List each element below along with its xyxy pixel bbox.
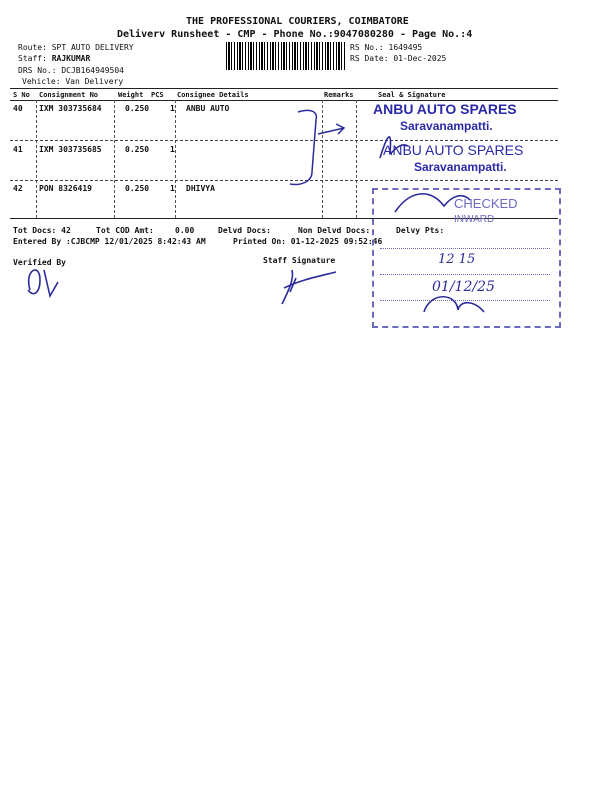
- staff-signature-label: Staff Signature: [263, 256, 336, 265]
- tot-docs: Tot Docs: 42: [13, 226, 71, 235]
- drs-label: DRS No.:: [18, 66, 57, 75]
- non-delvd-docs: Non Delvd Docs:: [298, 226, 371, 235]
- col-weight: Weight: [118, 91, 144, 99]
- row-sno: 40: [13, 104, 23, 113]
- row-consignee: ANBU AUTO: [186, 104, 230, 113]
- staff-label: Staff:: [18, 54, 47, 63]
- route: Route: SPT AUTO DELIVERY: [18, 43, 134, 52]
- rs-number: RS No.: 1649495: [350, 43, 423, 52]
- entered-by: Entered By :CJBCMP 12/01/2025 8:42:43 AM: [13, 237, 206, 246]
- col-seal: Seal & Signature: [378, 91, 446, 99]
- delvd-docs: Delvd Docs:: [218, 226, 271, 235]
- row-pcs: 1: [170, 104, 175, 113]
- staff-name: RAJKUMAR: [51, 54, 91, 63]
- staff-signature: [282, 270, 336, 304]
- tot-cod-label: Tot COD Amt:: [96, 226, 154, 235]
- arrow-mark: [318, 124, 344, 134]
- col-consignee: Consignee Details: [177, 91, 249, 99]
- runsheet-subtitle: Deliverv Runsheet - CMP - Phone No.:9047080280 - Page No.:4: [117, 29, 473, 40]
- tot-cod-value: 0.00: [175, 226, 195, 235]
- verified-by-signature: [28, 270, 58, 296]
- row-weight: 0.250: [125, 184, 150, 193]
- col-pcs: PCS: [151, 91, 164, 99]
- vehicle: Vehicle: Van Delivery: [22, 77, 124, 86]
- verified-by-label: Verified By: [13, 258, 66, 267]
- company-title: THE PROFESSIONAL COURIERS, COIMBATORE: [186, 16, 409, 27]
- stamp-place-1: Saravanampatti.: [400, 119, 493, 133]
- row-sno: 41: [13, 145, 23, 154]
- row-weight: 0.250: [125, 104, 150, 113]
- col-consignment: Consignment No: [39, 91, 99, 99]
- seal-signature: [395, 194, 470, 212]
- consignee-signature: [380, 137, 408, 158]
- bracket-mark: [290, 110, 316, 184]
- drs-number: DCJB164949504: [61, 66, 124, 75]
- delvy-pts: Delvy Pts:: [396, 226, 445, 235]
- row-pcs: 1: [170, 184, 175, 193]
- seal-title: CHECKED: [454, 196, 518, 211]
- row-sno: 42: [13, 184, 23, 193]
- row-consignee: DHIVYA: [186, 184, 215, 193]
- col-remarks: Remarks: [324, 91, 354, 99]
- printed-on: Printed On: 01-12-2025 09:52:46: [233, 237, 383, 246]
- col-sno: S No: [13, 91, 30, 99]
- stamp-name-2: ANBU AUTO SPARES: [383, 142, 524, 158]
- row-consignment: IXM 303735684: [39, 104, 102, 113]
- stamp-place-2: Saravanampatti.: [414, 160, 507, 174]
- row-consignment: IXM 303735685: [39, 145, 102, 154]
- row-consignment: PON 8326419: [39, 184, 92, 193]
- rs-date: RS Date: 01-Dec-2025: [350, 54, 447, 63]
- seal-subtitle: INWARD: [454, 214, 495, 225]
- seal-handwritten-2: 01/12/25: [432, 279, 495, 295]
- seal-handwritten-1: 12 15: [438, 252, 476, 267]
- stamp-name-1: ANBU AUTO SPARES: [373, 101, 517, 117]
- seal-initials: [424, 297, 484, 312]
- row-weight: 0.250: [125, 145, 150, 154]
- row-pcs: 1: [170, 145, 175, 154]
